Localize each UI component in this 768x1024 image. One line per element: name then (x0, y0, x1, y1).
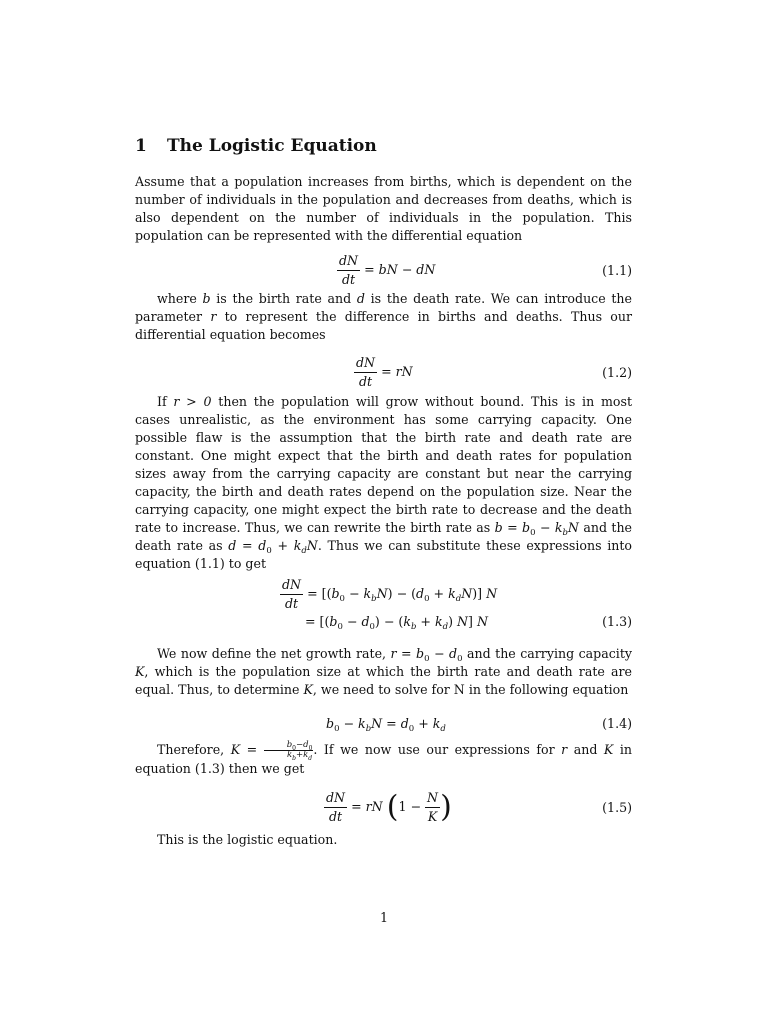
equation-rhs: = bN − dN (364, 262, 436, 277)
document-page: 1 The Logistic Equation Assume that a population increases from births, which is dependent on the number of individuals in the population and decreases from deaths, which is also dependent on the number of individuals in the population. This population can be represented with the differential equation $\frac{dN}{dt}$ = bN − dN (1.1) where b is the birth rate and d is the death rate. We can introduce the parameter r to represent the difference in births and deaths. Thus our differential equation becomes $\frac{dN}{dt}$ = rN (1.2) If r > 0 then the population will grow without bound. This is in most cases unrealistic, as the environment has some carrying capacity. One possible flaw is the assumption that the birth rate and death rate are constant. One might expect that the birth and death rates for population sizes away from the carrying capacity are constant but near the carrying capacity, the birth and death rates depend on the population size. Near the carrying capacity, one might expect the birth rate to decrease and the death rate to increase. Thus, we can rewrite the birth rate as $b = b_0 - k_bN$ and the death rate as $d = d_0 + k_dN$. Thus we can substitute these expressions into equation (1.1) to get $\frac{dN}{dt}$ = $[(b_0 - k_bN) - (d_0 + k_dN)]$ N = [$(b_0 - d_0) - (k_b + k_d)$ N] N (1.3) We now define the net growth rate, $r = b_0 - d_0$ and the carrying capacity K, which is the population size at which the birth rate and death rate are equal. Thus, to determine K, we need to solve for N in the following equation $b_0 - k_bN = d_0 + k_d$ (1.4) Therefore, K = $\frac{b_0-d_0}{k_b+k_d}$ . If we now use our expressions for r and K in equation (1.3) then we get $\frac{dN}{dt}$ = rN (1 − $\frac{N}{K}$ ) (1.5) This is the logistic equation. 1 (0, 0, 768, 1024)
section-title: The Logistic Equation (167, 136, 377, 156)
paragraph-carrying-capacity: If r > 0 then the population will grow without bound. This is in most cases unrealistic, as the environment has some carrying capacity. One possible flaw is the assumption that the birth rate and death rate are constant. One might expect that the birth and death rates for population sizes away from the carrying capacity are constant but near the carrying capacity, the birth and death rates depend on the population size. Near the carrying capacity, one might expect the birth rate to decrease and the death rate to increase. Thus, we can rewrite the birth rate as $b = b_0 - k_bN$ and the death rate as $d = d_0 + k_dN$. Thus we can substitute these expressions into equation (1.1) to get (135, 394, 633, 571)
section-number: 1 (135, 136, 147, 156)
equation-rhs: = rN (381, 364, 413, 379)
equation-number: (1.1) (602, 263, 632, 278)
fraction: $\frac{dN}{dt}$ (282, 577, 302, 611)
page-number: 1 (379, 910, 388, 925)
fraction: $\frac{N}{K}$ (427, 790, 439, 824)
equation-number: (1.3) (602, 614, 632, 629)
left-paren: ( (386, 789, 399, 825)
paragraph-therefore: Therefore, K = $\frac{b_0-d_0}{k_b+k_d}$ . If we now use our expressions for r and K in equation (1.3) then we get (135, 740, 632, 776)
equation-number: (1.4) (602, 716, 632, 731)
equation-number: (1.2) (602, 365, 632, 380)
fraction: $\frac{dN}{dt}$ (339, 253, 359, 287)
section-heading (135, 136, 377, 156)
equation-number: (1.5) (602, 800, 632, 815)
inline-fraction: $\frac{b_0-d_0}{k_b+k_d}$ (264, 741, 314, 760)
paragraph-intro: Assume that a population increases from births, which is dependent on the number of individuals in the population and decreases from deaths, which is also dependent on the number of individuals in the population. This population can be represented with the differential equation (135, 174, 632, 243)
fraction: $\frac{dN}{dt}$ (356, 355, 376, 389)
paragraph-rates: where b is the birth rate and d is the death rate. We can introduce the parameter r to represent the difference in births and deaths. Thus our differential equation becomes (135, 291, 633, 342)
right-paren: ) (440, 789, 452, 825)
fraction: $\frac{dN}{dt}$ (326, 790, 346, 824)
paragraph-conclusion: This is the logistic equation. (157, 832, 338, 847)
paragraph-net-growth: We now define the net growth rate, $r = b_0 - d_0$ and the carrying capacity K, which is the population size at which the birth rate and death rate are equal. Thus, to determine K, we need to solve for N in the following equation (135, 646, 633, 697)
